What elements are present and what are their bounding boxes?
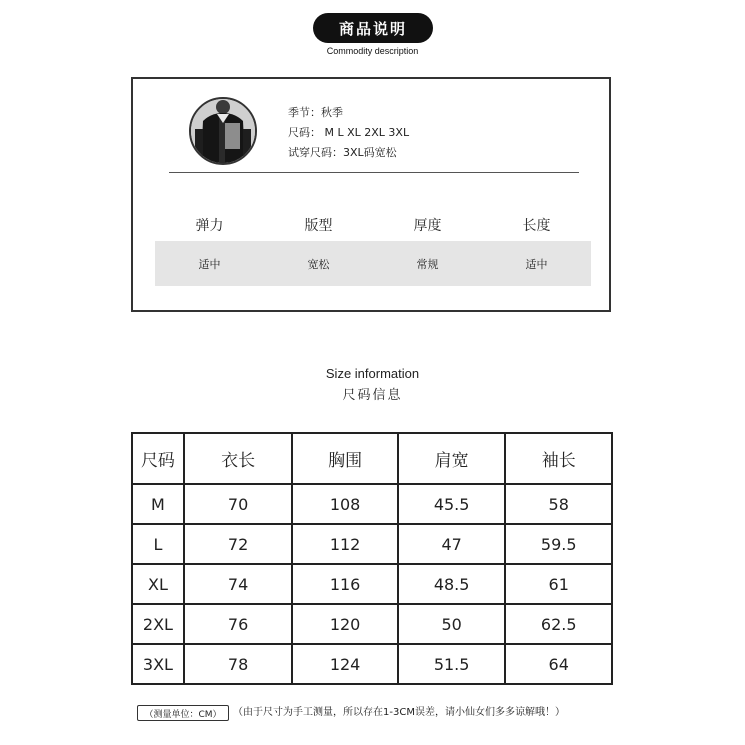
chest-cell: 108 xyxy=(292,484,398,524)
shoulder-cell: 48.5 xyxy=(398,564,506,604)
table-row xyxy=(132,484,612,524)
product-info-card xyxy=(131,77,611,312)
divider xyxy=(169,172,579,173)
sleeve-cell: 61 xyxy=(505,564,612,604)
attribute-value: 适中 xyxy=(198,257,221,271)
length-cell: 78 xyxy=(184,644,292,684)
attribute-value: 常规 xyxy=(416,257,439,271)
spec-label: 季节： xyxy=(288,106,321,119)
shoulder-cell: 50 xyxy=(398,604,506,644)
page-title xyxy=(313,13,433,43)
table-row xyxy=(132,604,612,644)
size-info-title-en: Size information xyxy=(325,366,420,381)
table-row xyxy=(132,564,612,604)
spec-label: 尺码： xyxy=(288,126,321,139)
jacket-model-photo-icon xyxy=(191,99,255,163)
attribute-value: 适中 xyxy=(525,257,548,271)
spec-label: 试穿尺码： xyxy=(288,146,343,159)
chest-cell: 112 xyxy=(292,524,398,564)
table-row xyxy=(132,644,612,684)
sleeve-cell: 64 xyxy=(505,644,612,684)
size-cell: L xyxy=(132,524,184,564)
column-header: 肩宽 xyxy=(398,433,506,484)
sleeve-cell: 58 xyxy=(505,484,612,524)
page-title-text: 商品说明 xyxy=(338,19,407,38)
chest-cell: 124 xyxy=(292,644,398,684)
measurement-note: （由于尺寸为手工测量，所以存在1-3CM误差，请小仙女们多多谅解哦！） xyxy=(233,707,565,718)
page-subtitle: Commodity description xyxy=(326,46,419,56)
attribute-headers xyxy=(155,215,591,235)
attribute-name: 弹力 xyxy=(195,218,224,234)
spec-list xyxy=(288,103,409,163)
attribute-values-band xyxy=(155,241,591,286)
column-header: 衣长 xyxy=(184,433,292,484)
size-table xyxy=(131,432,613,685)
length-cell: 76 xyxy=(184,604,292,644)
size-cell: M xyxy=(132,484,184,524)
column-header: 袖长 xyxy=(505,433,612,484)
column-header: 尺码 xyxy=(132,433,184,484)
spec-value: M L XL 2XL 3XL xyxy=(321,126,410,139)
sleeve-cell: 62.5 xyxy=(505,604,612,644)
column-header: 胸围 xyxy=(292,433,398,484)
size-cell: 3XL xyxy=(132,644,184,684)
size-info-title-zh: 尺码信息 xyxy=(342,388,403,403)
sleeve-cell: 59.5 xyxy=(505,524,612,564)
length-cell: 70 xyxy=(184,484,292,524)
shoulder-cell: 51.5 xyxy=(398,644,506,684)
attribute-name: 长度 xyxy=(522,218,551,234)
shoulder-cell: 45.5 xyxy=(398,484,506,524)
spec-trial-size xyxy=(288,143,409,163)
chest-cell: 120 xyxy=(292,604,398,644)
avatar xyxy=(189,97,257,165)
spec-season xyxy=(288,103,409,123)
table-row xyxy=(132,524,612,564)
attribute-value: 宽松 xyxy=(307,257,330,271)
size-cell: 2XL xyxy=(132,604,184,644)
spec-value: 秋季 xyxy=(321,106,343,119)
length-cell: 72 xyxy=(184,524,292,564)
length-cell: 74 xyxy=(184,564,292,604)
unit-label: （测量单位：CM） xyxy=(137,705,229,721)
attribute-name: 厚度 xyxy=(413,218,442,234)
spec-value: 3XL码宽松 xyxy=(343,146,397,159)
table-header-row xyxy=(132,433,612,484)
spec-sizes xyxy=(288,123,409,143)
chest-cell: 116 xyxy=(292,564,398,604)
shoulder-cell: 47 xyxy=(398,524,506,564)
attribute-name: 版型 xyxy=(304,218,333,234)
size-cell: XL xyxy=(132,564,184,604)
